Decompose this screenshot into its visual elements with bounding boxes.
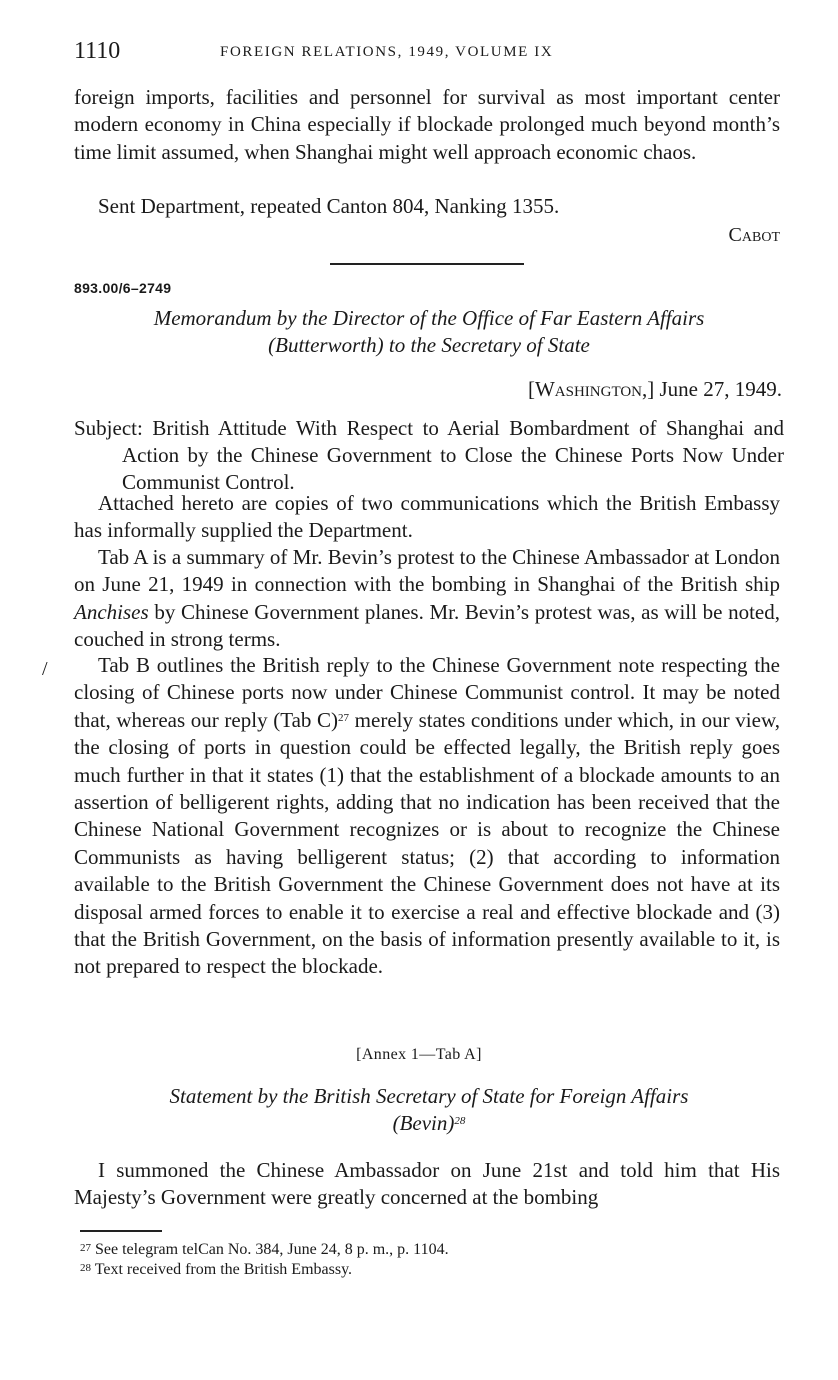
footnote-number: 28 [80,1262,91,1274]
margin-mark: / [42,658,48,680]
footnote-27 [80,1240,780,1260]
dateline-date: June 27, 1949. [654,377,782,401]
memo-recipient: to the Secretary of State [383,333,590,357]
footnote-rule [80,1230,162,1232]
para2-text-b: by Chinese Government planes. Mr. Bevin’s protest was, as will be noted, couched in strong terms. [74,599,780,652]
annex-label: [Annex 1—Tab A] [356,1046,482,1063]
footnote-text: See telegram telCan No. 384, June 24, 8 p. m., p. 1104. [91,1241,449,1258]
memo-title-line2 [74,332,784,359]
memo-title-line1: Memorandum by the Director of the Office of Far Eastern Affairs [153,306,705,330]
footnote-number: 27 [80,1242,91,1254]
running-head: FOREIGN RELATIONS, 1949, VOLUME IX [220,44,554,60]
page-header [74,38,778,68]
memo-author: (Butterworth) [268,333,384,357]
para3-text-b: merely states conditions under which, in our view, the closing of ports in question could be effected legally, the British reply goes much further in that it states (1) that the establishment of a blockade amounts to an assertion of belligerent rights, adding that no indication has been received that the Chinese National Government recognizes or is about to recognize the Chinese Communists as having belligerent status; (2) that according to information available to the British Government the Chinese Government does not have at its disposal armed forces to enable it to exercise a real and effective blockade and (3) that the British Government, on the basis of information presently available to it, is not prepared to respect the blockade. [74,707,780,979]
subject-line [74,415,784,496]
dateline-place: [Washington,] [527,377,655,401]
page-number: 1110 [74,38,121,64]
para2-text-a: Tab A is a summary of Mr. Bevin’s protest to the Chinese Ambassador at London on June 21, 1949 in connection with the bombing in Shanghai of the British ship [74,545,780,597]
footnote-text: Text received from the British Embassy. [91,1261,353,1278]
footnote-ref-28: 28 [454,1115,466,1127]
signoff: Cabot [728,224,780,246]
subject-label: Subject: [74,416,143,440]
ship-name: Anchises [74,599,149,624]
footnote-28 [80,1260,780,1280]
annex-title-line1: Statement by the British Secretary of State for Foreign Affairs [169,1084,689,1108]
footnotes [80,1240,780,1280]
continuation-paragraph: foreign imports, facilities and personnel for survival as most important center modern economy in China especially if blockade prolonged much beyond month’s time limit assumed, when Shanghai might well approach economic chaos. [74,85,780,164]
memo-paragraph-3 [74,652,780,981]
sent-line: Sent Department, repeated Canton 804, Nanking 1355. [98,194,560,218]
section-divider [330,263,524,265]
subject-block [74,415,784,496]
annex-title-line2 [74,1110,784,1137]
para3-text-a: Tab B outlines the British reply to the Chinese Government note respecting the closing of Chinese ports now under Chinese Communist control. It may be noted that, whereas our reply (Tab C) [74,653,780,732]
annex-author: (Bevin) [392,1111,455,1135]
document-id: 893.00/6–2749 [74,280,172,296]
dateline [528,377,782,402]
memo-paragraph-2 [74,544,780,654]
memo-paragraph-1: Attached hereto are copies of two communications which the British Embassy has informally supplied the Department. [74,491,780,543]
subject-text: British Attitude With Respect to Aerial Bombardment of Shanghai and Action by the Chinese Government to Close the Chinese Ports Now Under Communist Control. [122,416,784,494]
footnote-ref-27: 27 [338,711,350,724]
annex-paragraph: I summoned the Chinese Ambassador on June 21st and told him that His Majesty’s Government were greatly concerned at the bombing [74,1158,780,1210]
